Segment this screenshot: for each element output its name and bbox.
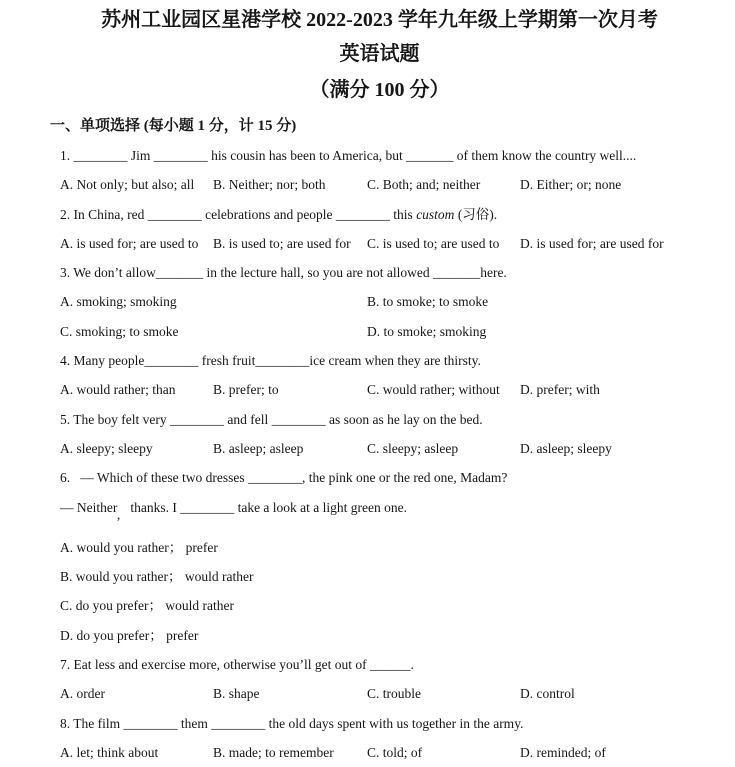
question-3-options-row-1 (60, 287, 699, 316)
question-6-reply-tail: thanks. I ________ take a look at a light green one. (120, 499, 408, 515)
question-6-reply-text: — Neither (60, 499, 117, 515)
question-8-option-b: B. made; to remember (213, 744, 334, 760)
question-3-option-c: C. smoking; to smoke (60, 323, 179, 339)
question-2-stem-italic-word: custom (416, 206, 455, 222)
question-6-option-b: B. would you rather； would rather (60, 569, 254, 585)
question-list (60, 141, 699, 767)
question-8-option-d: D. reminded; of (520, 744, 606, 760)
question-1-option-a: A. Not only; but also; all (60, 177, 195, 193)
total-score-line: （满分 100 分） (309, 79, 450, 101)
question-6-reply-comma: , (116, 506, 121, 522)
question-2-option-c: C. is used to; are used to (367, 235, 500, 251)
question-2-option-d: D. is used for; are used for (520, 235, 664, 251)
question-4-stem: 4. Many people________ fresh fruit________ice cream when they are thirsty. (60, 353, 481, 369)
question-7-option-a: A. order (60, 686, 105, 702)
question-3-stem: 3. We don’t allow_______ in the lecture hall, so you are not allowed _______here. (60, 265, 507, 281)
question-7-option-d: D. control (520, 686, 575, 702)
question-5-option-d: D. asleep; sleepy (520, 440, 612, 456)
question-4-option-d: D. prefer; with (520, 382, 600, 398)
question-7-option-c: C. trouble (367, 686, 421, 702)
question-1-option-c: C. Both; and; neither (367, 177, 481, 193)
exam-title: 苏州工业园区星港学校 2022-2023 学年九年级上学期第一次月考 (101, 9, 658, 31)
question-2-stem (60, 200, 699, 229)
question-4-options (60, 375, 699, 404)
question-6-option-d: D. do you prefer； prefer (60, 627, 199, 643)
question-3-options-row-2 (60, 317, 699, 346)
question-7-options (60, 679, 699, 708)
question-3-option-d: D. to smoke; smoking (367, 323, 487, 339)
question-5-option-c: C. sleepy; asleep (367, 440, 459, 456)
question-8-stem: 8. The film ________ them ________ the old days spent with us together in the army. (60, 715, 524, 731)
question-5-option-a: A. sleepy; sleepy (60, 440, 153, 456)
question-5-option-b: B. asleep; asleep (213, 440, 304, 456)
question-1-options (60, 170, 699, 199)
question-7-stem: 7. Eat less and exercise more, otherwise you’ll get out of ______. (60, 657, 414, 673)
question-5-stem: 5. The boy felt very ________ and fell ________ as soon as he lay on the bed. (60, 411, 483, 427)
question-2-stem-tail: (习俗). (454, 206, 498, 222)
question-6-option-c: C. do you prefer； would rather (60, 598, 234, 614)
question-2-stem-text: 2. In China, red ________ celebrations and people ________ this (60, 206, 417, 222)
section-heading: 一、单项选择 (每小题 1 分，计 15 分) (50, 118, 297, 134)
question-4-option-a: A. would rather; than (60, 382, 176, 398)
question-4-option-b: B. prefer; to (213, 382, 279, 398)
question-1-option-b: B. Neither; nor; both (213, 177, 326, 193)
question-6-stem: 6. — Which of these two dresses ________, the pink one or the red one, Madam? (60, 470, 508, 486)
question-1-option-d: D. Either; or; none (520, 177, 622, 193)
exam-subject-title: 英语试题 (339, 43, 420, 65)
question-6-option-a: A. would you rather； prefer (60, 539, 218, 555)
question-2-option-a: A. is used for; are used to (60, 235, 199, 251)
question-5-options (60, 434, 699, 463)
question-8-options (60, 738, 699, 767)
question-1-stem: 1. ________ Jim ________ his cousin has been to America, but _______ of them know the country well.... (60, 148, 637, 163)
question-3-option-b: B. to smoke; to smoke (367, 294, 489, 310)
question-8-option-a: A. let; think about (60, 744, 159, 760)
question-3-option-a: A. smoking; smoking (60, 294, 177, 310)
question-8-option-c: C. told; of (367, 744, 423, 760)
question-2-option-b: B. is used to; are used for (213, 235, 351, 251)
question-6-reply (60, 493, 699, 522)
question-4-option-c: C. would rather; without (367, 382, 500, 398)
question-2-options (60, 229, 699, 258)
question-7-option-b: B. shape (213, 686, 260, 702)
